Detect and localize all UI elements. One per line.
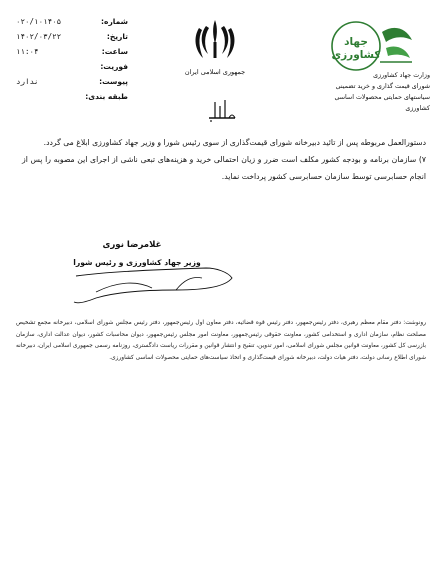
cc-list: رونوشت: دفتر مقام معظم رهبری، دفتر رئیس‌جمهور، دفتر رئیس قوه قضائیه، دفتر معاون اول رئیس‌جمهور، دفتر رئیس مجلس شورای اسلامی، دبیرخانه مجمع تشخیص مصلحت نظام، سازمان اداری و استخدامی کشور، معاونت حقوقی رئیس‌جمهور، معاونت امور مجلس رئیس‌جمهور، دیوان محاسبات کشور، دیوان عدالت اداری، سازمان بازرسی کل کشور، معاونت قوانین مجلس شورای اسلامی، امور تدوین، تنقیح و انتشار قوانین و مقررات ریاست دادگستری، روزنامه رسمی جمهوری اسلامی ایران، دبیرخانه شورای اطلاع رسانی دولت، دفتر هیات دولت، دبیرخانه شورای قیمت‌گذاری و اتخاذ سیاست‌های حمایتی محصولات اساسی کشاورزی. — [16, 320, 426, 361]
org-line: وزارت جهاد کشاورزی — [373, 72, 430, 79]
meta-label: پیوست: — [99, 77, 128, 86]
body-item-7: ۷) سازمان برنامه و بودجه کشور مکلف است ضرر و زیان احتمالی خرید و هزینه‌های تبعی ناشی از اجرای این مصوبه را پس از انجام حسابرسی توسط سازمان حسابرسی کشور پرداخت نماید. — [22, 155, 426, 181]
emblem-icon — [192, 18, 238, 62]
meta-classification — [16, 89, 128, 104]
meta-label: ساعت: — [101, 47, 128, 56]
meta-label: شماره: — [101, 17, 128, 26]
meta-date — [16, 29, 128, 44]
meta-time — [16, 44, 128, 59]
emblem-name: جمهوری اسلامی ایران — [184, 68, 246, 76]
org-line: شورای قیمت گذاری و خرید تضمینی — [335, 83, 430, 90]
signer-name: غلامرضا نوری — [102, 240, 162, 250]
iran-emblem — [180, 18, 250, 76]
meta-value: ندارد — [16, 77, 39, 86]
meta-label: طبقه بندی: — [85, 92, 128, 101]
meta-number — [16, 14, 128, 29]
meta-urgency — [16, 59, 128, 74]
meta-value: ۱۴۰۲/۰۳/۲۲ — [16, 32, 62, 41]
org-line: سیاستهای حمایتی محصولات اساسی کشاورزی — [334, 94, 430, 112]
bismillah-mark — [205, 96, 241, 124]
signer-title: وزیر جهاد کشاورزی و رئیس شورا — [73, 258, 201, 267]
body-paragraph: دستورالعمل مربوطه پس از تائید دبیرخانه شورای قیمت‌گذاری از سوی رئیس شورا و وزیر جهاد کشاورزی ابلاغ می گردد. — [43, 138, 426, 147]
letter-meta — [16, 14, 128, 104]
letter-body — [22, 134, 426, 185]
meta-value: ۱۱:۰۴ — [16, 47, 39, 56]
meta-value: ۰۲۰/۱۰۱۴۰۵ — [16, 17, 62, 26]
organization-lines — [310, 70, 430, 114]
logo-text: جهاد کشاورزی — [331, 36, 381, 61]
meta-label: فوریت: — [100, 62, 128, 71]
meta-attachment — [16, 74, 128, 89]
meta-label: تاریخ: — [106, 32, 128, 41]
